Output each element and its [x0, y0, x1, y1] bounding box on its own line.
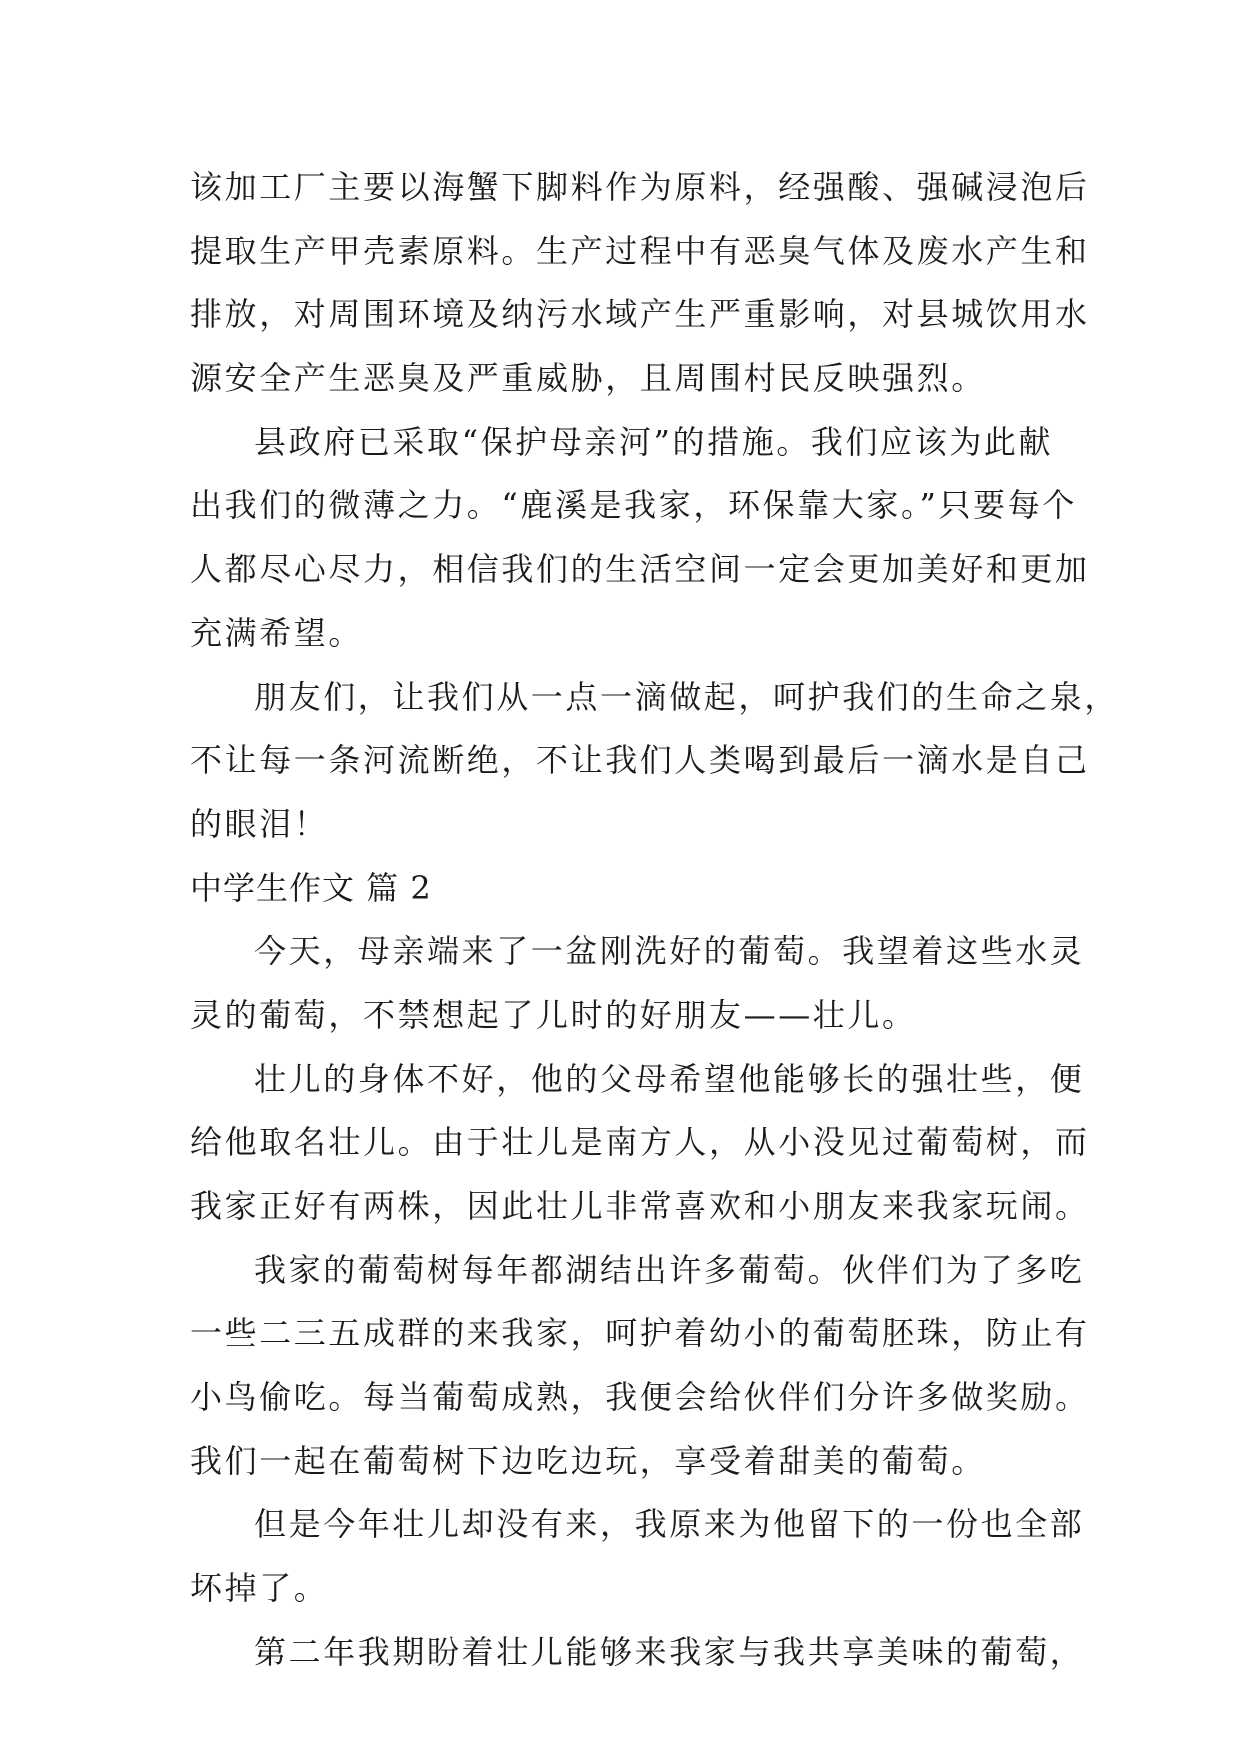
section-heading: 中学生作文 篇 2 — [190, 868, 432, 907]
text-line: 不让每一条河流断绝，不让我们人类喝到最后一滴水是自己 — [190, 741, 1090, 780]
paragraph-first-line: 朋友们，让我们从一点一滴做起，呵护我们的生命之泉， — [254, 677, 1120, 716]
text-line: 提取生产甲壳素原料。生产过程中有恶臭气体及废水产生和 — [190, 231, 1090, 270]
text-line: 我家正好有两株，因此壮儿非常喜欢和小朋友来我家玩闹。 — [190, 1187, 1090, 1225]
paragraph-first-line: 我家的葡萄树每年都湖结出许多葡萄。伙伴们为了多吃 — [254, 1250, 1085, 1289]
text-line: 充满希望。 — [190, 613, 364, 652]
paragraph-first-line: 第二年我期盼着壮儿能够来我家与我共享美味的葡萄， — [254, 1632, 1085, 1671]
text-line: 坏掉了。 — [190, 1569, 329, 1608]
text-line: 小鸟偷吃。每当葡萄成熟，我便会给伙伴们分许多做奖励。 — [190, 1378, 1090, 1417]
paragraph-first-line: 壮儿的身体不好，他的父母希望他能够长的强壮些，便 — [254, 1059, 1085, 1098]
text-line: 源安全产生恶臭及严重威胁，且周围村民反映强烈。 — [190, 359, 986, 398]
text-line: 排放，对周围环境及纳污水域产生严重影响，对县城饮用水 — [190, 295, 1090, 334]
text-line: 我们一起在葡萄树下边吃边玩，享受着甜美的葡萄。 — [190, 1441, 986, 1480]
paragraph-first-line: 县政府已采取“保护母亲河”的措施。我们应该为此献 — [254, 422, 1054, 461]
paragraph-first-line: 但是今年壮儿却没有来，我原来为他留下的一份也全部 — [254, 1505, 1085, 1544]
document-body — [190, 156, 1120, 1685]
text-line: 该加工厂主要以海蟹下脚料作为原料，经强酸、强碱浸泡后 — [190, 168, 1090, 206]
text-line: 灵的葡萄，不禁想起了儿时的好朋友——壮儿。 — [190, 995, 917, 1034]
text-line: 的眼泪！ — [190, 804, 329, 843]
text-line: 一些二三五成群的来我家，呵护着幼小的葡萄胚珠，防止有 — [190, 1314, 1090, 1353]
paragraph-first-line: 今天，母亲端来了一盆刚洗好的葡萄。我望着这些水灵 — [254, 932, 1085, 971]
text-line: 人都尽心尽力，相信我们的生活空间一定会更加美好和更加 — [190, 550, 1090, 589]
text-line: 出我们的微薄之力。“鹿溪是我家，环保靠大家。”只要每个 — [190, 486, 1077, 525]
text-line: 给他取名壮儿。由于壮儿是南方人，从小没见过葡萄树，而 — [190, 1123, 1090, 1162]
